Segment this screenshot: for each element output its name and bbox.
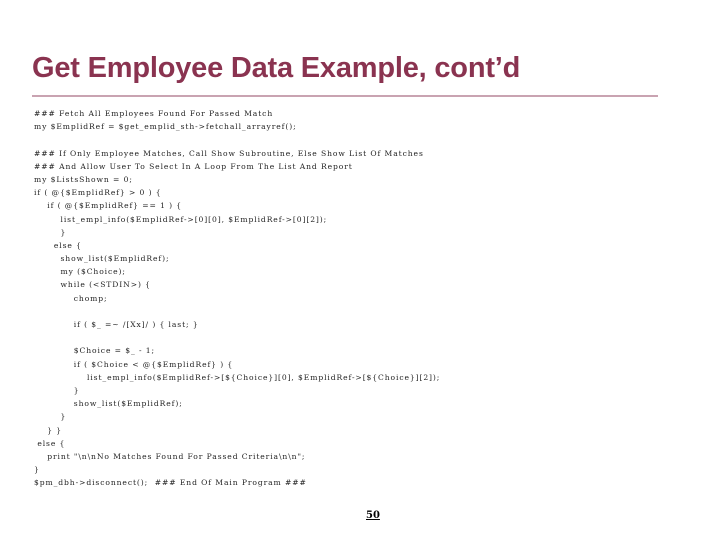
code-line <box>34 331 440 344</box>
code-line: if ( $Choice < @{$EmplidRef} ) { <box>34 359 234 369</box>
code-line: print "\n\nNo Matches Found For Passed Criteria\n\n"; <box>34 451 306 461</box>
code-line: show_list($EmplidRef); <box>34 254 170 264</box>
code-line: my $ListsShown = 0; <box>34 174 133 184</box>
slide-title: Get Employee Data Example, cont’d <box>32 52 521 84</box>
code-line: list_empl_info($EmplidRef->[0][0], $EmplidRef->[0][2]); <box>34 214 328 224</box>
code-line: } <box>34 385 80 395</box>
code-line: } } <box>34 425 63 435</box>
code-line: show_list($EmplidRef); <box>34 399 183 409</box>
code-line: chomp; <box>34 293 108 303</box>
code-line: } <box>34 412 67 422</box>
code-line: else { <box>34 438 66 448</box>
code-line: ### And Allow User To Select In A Loop From The List And Report <box>34 161 353 171</box>
code-line: } <box>34 465 40 475</box>
code-line <box>34 305 440 318</box>
title-underline-divider <box>32 95 658 97</box>
code-line: } <box>34 227 67 237</box>
code-line: else { <box>34 240 82 250</box>
code-line: ### Fetch All Employees Found For Passed Match <box>34 109 274 118</box>
code-line: while (<STDIN>) { <box>34 280 151 290</box>
code-line: $Choice = $_ - 1; <box>34 346 155 356</box>
code-line: if ( $_ =~ /[Xx]/ ) { last; } <box>34 320 199 329</box>
code-line: if ( @{$EmplidRef} == 1 ) { <box>34 201 183 211</box>
code-line: if ( @{$EmplidRef} > 0 ) { <box>34 188 162 198</box>
page-number: 50 <box>366 510 380 521</box>
code-line: $pm_dbh->disconnect(); ### End Of Main Program ### <box>34 478 307 488</box>
code-line <box>34 133 440 146</box>
code-block <box>34 107 440 489</box>
code-line: ### If Only Employee Matches, Call Show Subroutine, Else Show List Of Matches <box>34 148 424 158</box>
code-line: my ($Choice); <box>34 267 126 277</box>
code-line: list_empl_info($EmplidRef->[${Choice}][0], $EmplidRef->[${Choice}][2]); <box>34 372 441 382</box>
code-line: my $EmplidRef = $get_emplid_sth->fetchall_arrayref(); <box>34 122 297 132</box>
